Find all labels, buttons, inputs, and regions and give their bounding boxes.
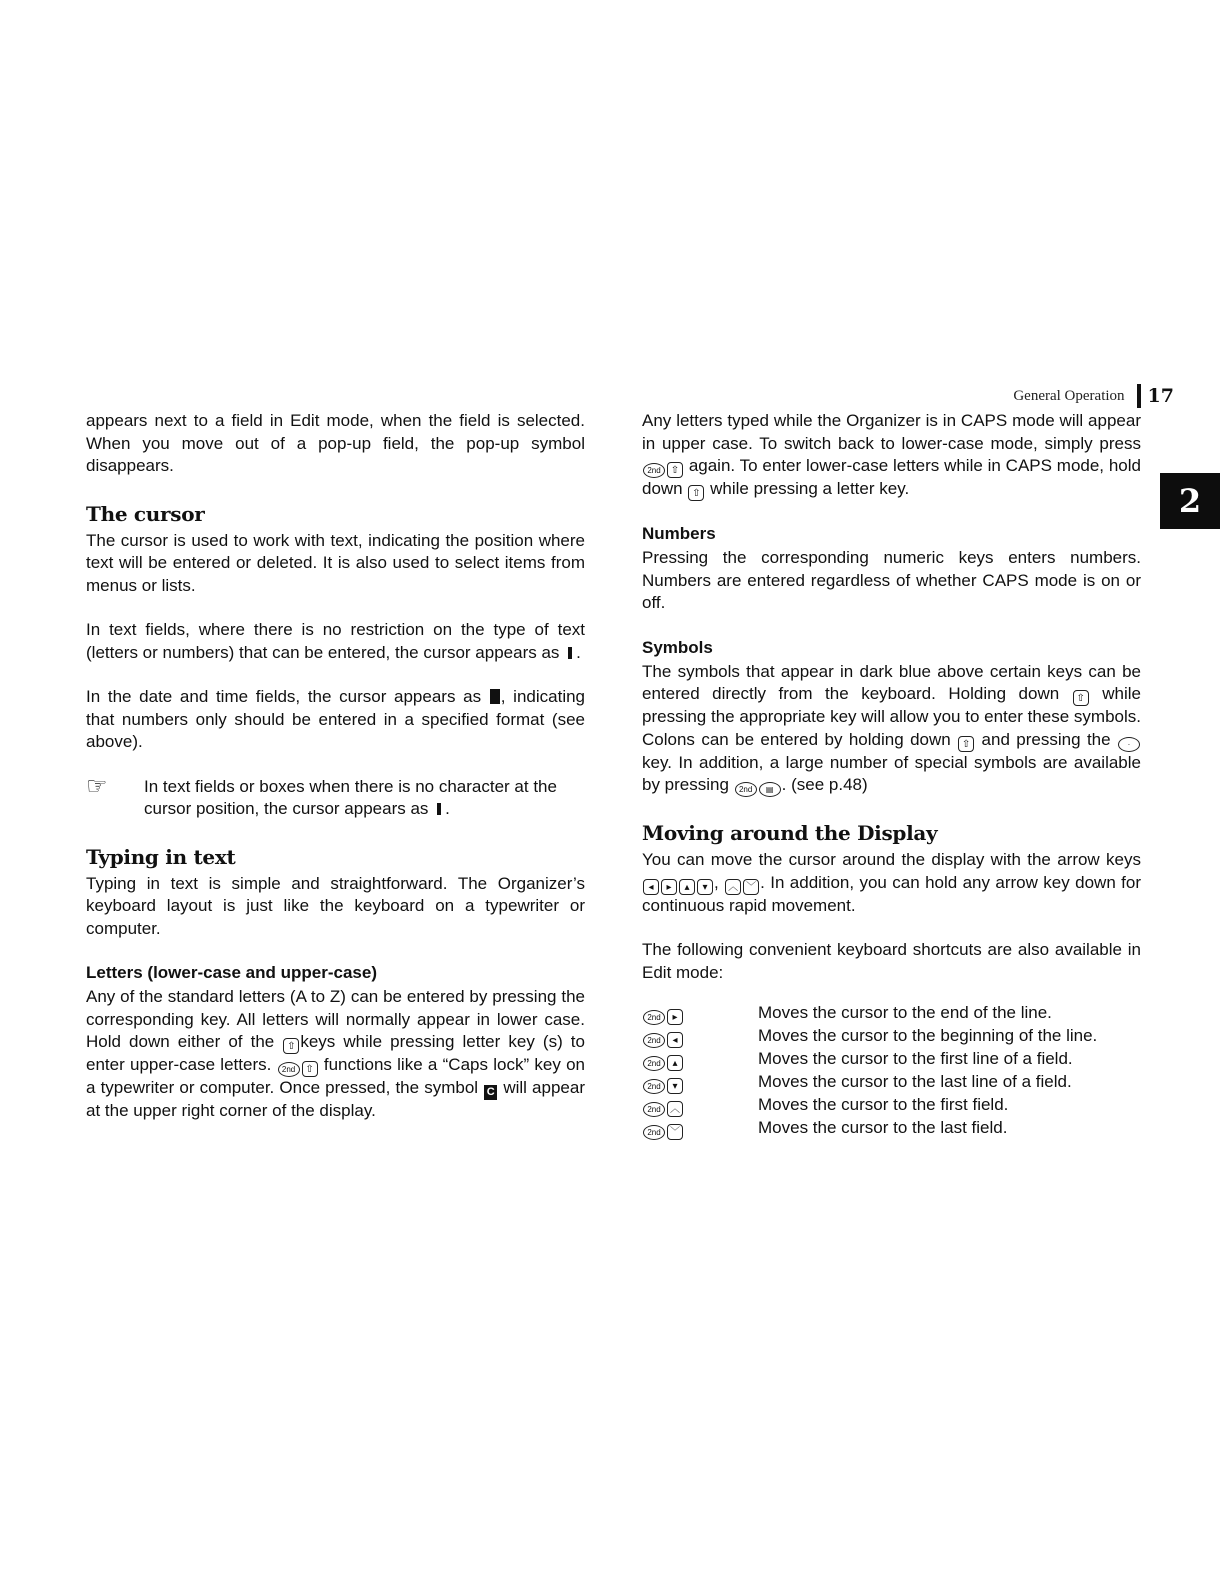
page-down-key-icon: ﹀ (667, 1124, 683, 1140)
text-cursor-icon (568, 647, 572, 659)
second-key-icon: 2nd (643, 1125, 665, 1140)
numbers-paragraph: Pressing the corresponding numeric keys enters numbers. Numbers are entered regardless of whether CAPS mode is on or off. (642, 548, 1141, 612)
chapter-tab: 2 (1160, 473, 1220, 529)
text-cursor-icon (437, 803, 441, 815)
symbols-heading: Symbols (642, 637, 713, 657)
left-column (86, 410, 585, 1123)
caps-symbol-icon: C (484, 1085, 497, 1100)
second-key-icon: 2nd (735, 782, 757, 797)
shortcut-description: Moves the cursor to the last field. (758, 1118, 1008, 1137)
shift-key-icon: ⇧ (688, 485, 704, 501)
page-number: 17 (1147, 385, 1174, 407)
moving-heading: Moving around the Display (642, 821, 938, 845)
pointing-hand-icon: ☞ (86, 772, 108, 800)
cursor-heading: The cursor (86, 501, 205, 526)
caps-paragraph: Any letters typed while the Organizer is in CAPS mode will appear in upper case. To switch back to lower-case mode, simply press 2nd ⇧ again. To enter lower-case letters while in CAPS mode, hold down ⇧ while pressing a letter key. (642, 411, 1141, 499)
shift-key-icon: ⇧ (302, 1061, 318, 1077)
second-key-icon: 2nd (643, 1033, 665, 1048)
letters-paragraph: Any of the standard letters (A to Z) can be entered by pressing the corresponding key. All letters will normally appear in lower case. Hold down either of the ⇧ keys while pressing letter key (s) to enter upper-case letters. 2nd ⇧ functions like a “Caps lock” key on a typewriter or computer. Once pressed, the symbol C will appear at the upper right corner of the display. (86, 987, 585, 1120)
shortcut-description: Moves the cursor to the last line of a field. (758, 1072, 1072, 1091)
numbers-heading: Numbers (642, 524, 716, 543)
typing-heading: Typing in text (86, 844, 236, 869)
shift-key-icon: ⇧ (667, 462, 683, 478)
second-key-icon: 2nd (278, 1062, 300, 1077)
typing-paragraph: Typing in text is simple and straightforward. The Organizer’s keyboard layout is just like the keyboard on a typewriter or computer. (86, 873, 585, 938)
header-divider (1137, 384, 1141, 408)
up-arrow-key-icon: ▴ (679, 879, 695, 895)
note-text: In text fields or boxes when there is no character at the cursor position, the cursor appears as . (144, 776, 557, 818)
shift-key-icon: ⇧ (1073, 690, 1089, 706)
page-up-key-icon: ︿ (667, 1101, 683, 1117)
down-arrow-key-icon: ▾ (667, 1078, 683, 1094)
shortcut-row (642, 1002, 1141, 1025)
shortcut-list (642, 1002, 1141, 1140)
shortcut-description: Moves the cursor to the end of the line. (758, 1003, 1052, 1022)
shortcut-description: Moves the cursor to the beginning of the line. (758, 1026, 1098, 1045)
second-key-icon: 2nd (643, 1010, 665, 1025)
right-arrow-key-icon: ▸ (661, 879, 677, 895)
block-cursor-icon (490, 689, 500, 704)
shift-key-icon: ⇧ (958, 736, 974, 752)
shortcut-description: Moves the cursor to the first line of a field. (758, 1049, 1073, 1068)
cursor-paragraph-1: The cursor is used to work with text, indicating the position where text will be entered or deleted. It is also used to select items from menus or lists. (86, 530, 585, 595)
shortcut-row (642, 1025, 1141, 1048)
second-key-icon: 2nd (643, 463, 665, 478)
shortcut-row (642, 1094, 1141, 1117)
up-arrow-key-icon: ▴ (667, 1055, 683, 1071)
intro-paragraph: appears next to a field in Edit mode, when the field is selected. When you move out of a pop-up field, the pop-up symbol disappears. (86, 411, 585, 475)
shift-key-icon: ⇧ (283, 1038, 299, 1054)
shortcut-row (642, 1071, 1141, 1094)
page-up-key-icon: ︿ (725, 879, 741, 895)
second-key-icon: 2nd (643, 1056, 665, 1071)
symbols-paragraph: The symbols that appear in dark blue above certain keys can be entered directly from the keyboard. Holding down ⇧ while pressing the appropriate key will allow you to enter these symbols. Colons can be entered by holding down ⇧ and pressing the · key. In addition, a large number of special symbols are available by pressing 2nd ▤ . (see p.48) (642, 661, 1141, 798)
cursor-paragraph-2: In text fields, where there is no restriction on the type of text (letters or numbers) that can be entered, the cursor appears as . (86, 620, 585, 662)
note (86, 772, 585, 821)
second-key-icon: 2nd (643, 1102, 665, 1117)
menu-key-icon: ▤ (759, 782, 781, 797)
running-header (1013, 384, 1174, 408)
left-arrow-key-icon: ◂ (643, 879, 659, 895)
shortcuts-intro: The following convenient keyboard shortcuts are also available in Edit mode: (642, 940, 1141, 982)
section-title: General Operation (1013, 387, 1125, 404)
letters-heading: Letters (lower-case and upper-case) (86, 963, 377, 982)
shortcut-description: Moves the cursor to the first field. (758, 1095, 1009, 1114)
shortcut-row (642, 1048, 1141, 1071)
cursor-paragraph-3: In the date and time fields, the cursor appears as , indicating that numbers only should be entered in a specified format (see above). (86, 687, 586, 751)
moving-paragraph: You can move the cursor around the display with the arrow keys ◂ ▸ ▴ ▾ , ︿ ﹀ . In addition, you can hold any arrow key down for continuous rapid movement. (642, 850, 1142, 915)
right-arrow-key-icon: ▸ (667, 1009, 683, 1025)
right-column (642, 410, 1141, 1140)
colon-key-icon: · (1118, 737, 1140, 752)
page-down-key-icon: ﹀ (743, 879, 759, 895)
second-key-icon: 2nd (643, 1079, 665, 1094)
shortcut-row (642, 1117, 1141, 1140)
down-arrow-key-icon: ▾ (697, 879, 713, 895)
left-arrow-key-icon: ◂ (667, 1032, 683, 1048)
